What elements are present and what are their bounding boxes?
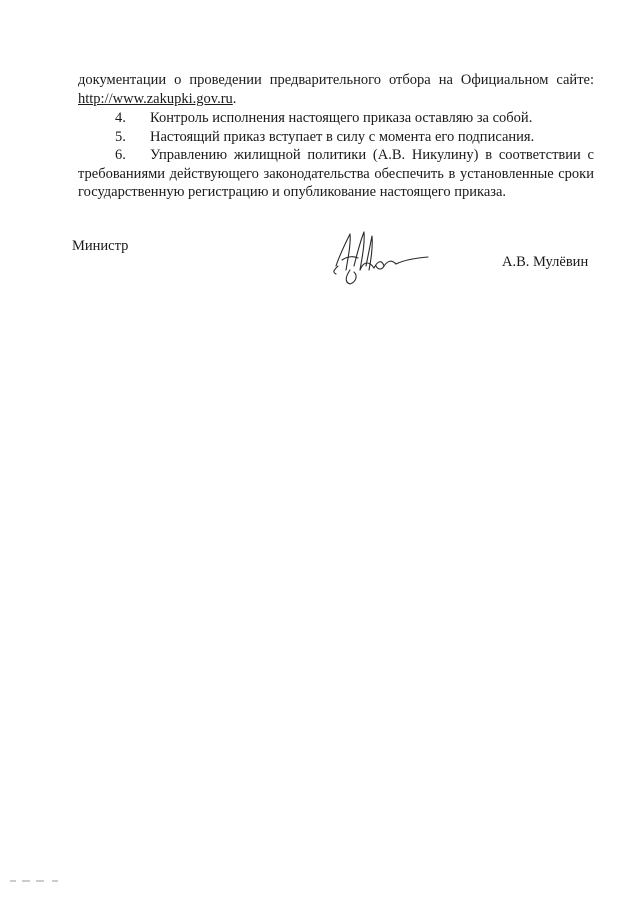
list-item-6 — [78, 146, 594, 202]
continuation-period: . — [232, 90, 237, 107]
item-number: 6. — [115, 147, 126, 163]
continuation-text: документации о проведении предварительного отбора на Официальном сайте: — [78, 72, 594, 88]
item-text: Управлению жилищной политики (А.В. Никулину) в соответствии с требованиями действующего законодательства обеспечить в установленные сроки государственную регистрацию и опубликование настоящего приказа. — [78, 147, 594, 200]
item-number: 4. — [115, 110, 126, 126]
handwritten-signature — [324, 226, 434, 288]
item-text: Контроль исполнения настоящего приказа оставляю за собой. — [150, 110, 533, 126]
scan-artifact-marks — [8, 878, 68, 884]
paragraph-continuation — [78, 71, 594, 108]
zakupki-link[interactable]: http://www.zakupki.gov.ru — [78, 90, 233, 107]
signer-name: А.В. Мулёвин — [502, 254, 589, 270]
signer-role: Министр — [72, 238, 129, 254]
item-number: 5. — [115, 129, 126, 145]
item-text: Настоящий приказ вступает в силу с момента его подписания. — [150, 129, 535, 145]
